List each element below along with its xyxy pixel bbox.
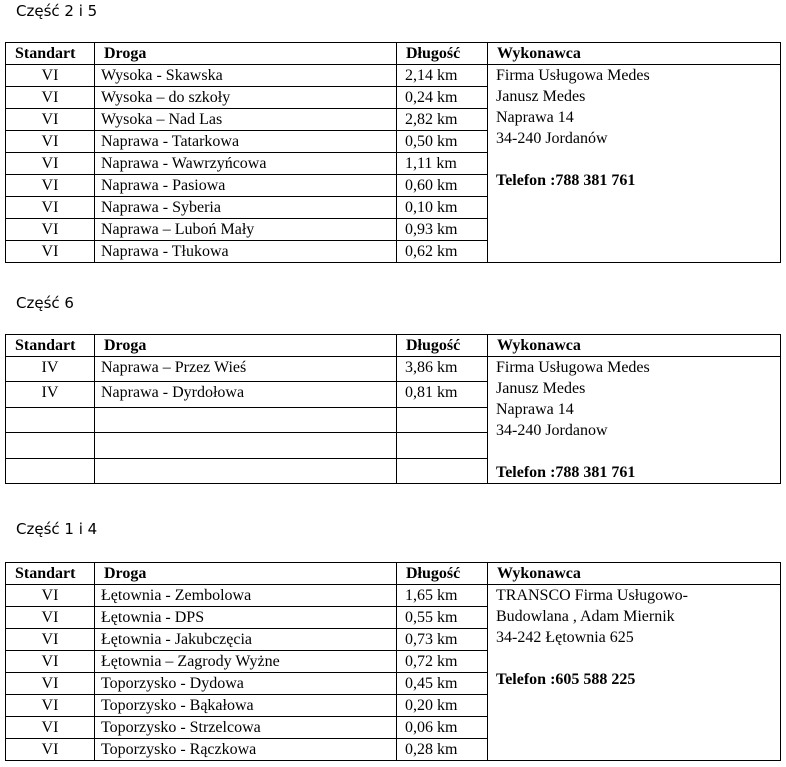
standard-cell: VI [6, 65, 95, 87]
header-standard: Standart [6, 43, 95, 65]
length-cell: 0,50 km [397, 131, 488, 153]
table-row [6, 585, 781, 607]
standard-cell: VI [6, 219, 95, 241]
length-cell: 0,55 km [397, 607, 488, 629]
header-length: Długość [397, 563, 488, 585]
road-cell: Toporzysko - Strzelcowa [95, 717, 397, 739]
contractor-phone: Telefon :788 381 761 [496, 464, 636, 481]
road-cell: Toporzysko - Bąkałowa [95, 695, 397, 717]
length-cell: 0,24 km [397, 87, 488, 109]
standard-cell: VI [6, 629, 95, 651]
contractor-line: Firma Usługowa Medes [496, 67, 650, 84]
road-cell: Łętownia - DPS [95, 607, 397, 629]
contractor-line: Naprawa 14 [496, 109, 574, 126]
road-cell: Łętownia - Jakubczęcia [95, 629, 397, 651]
road-cell: Wysoka – Nad Las [95, 109, 397, 131]
standard-cell: VI [6, 717, 95, 739]
road-cell: Łętownia – Zagrody Wyżne [95, 651, 397, 673]
standard-cell: IV [6, 382, 95, 407]
header-road: Droga [95, 563, 397, 585]
standard-cell: VI [6, 739, 95, 761]
standard-cell: VI [6, 131, 95, 153]
length-cell: 1,65 km [397, 585, 488, 607]
header-length: Długość [397, 335, 488, 357]
length-cell: 0,10 km [397, 197, 488, 219]
header-contractor: Wykonawca [488, 563, 781, 585]
length-cell: 0,60 km [397, 175, 488, 197]
length-cell: 1,11 km [397, 153, 488, 175]
table-row [6, 65, 781, 87]
road-cell: Wysoka - Skawska [95, 65, 397, 87]
road-cell: Naprawa - Pasiowa [95, 175, 397, 197]
roads-table [5, 334, 781, 484]
length-cell: 3,86 km [397, 357, 488, 382]
road-cell [95, 433, 397, 458]
contractor-line: TRANSCO Firma Usługowo- [496, 587, 689, 604]
header-road: Droga [95, 335, 397, 357]
length-cell: 0,28 km [397, 739, 488, 761]
length-cell: 0,73 km [397, 629, 488, 651]
contractor-line: Janusz Medes [496, 380, 586, 397]
road-cell: Naprawa - Dyrdołowa [95, 382, 397, 407]
length-cell: 2,82 km [397, 109, 488, 131]
length-cell: 0,20 km [397, 695, 488, 717]
contractor-phone: Telefon :788 381 761 [496, 172, 636, 189]
header-contractor: Wykonawca [488, 335, 781, 357]
standard-cell: IV [6, 357, 95, 382]
contractor-line: 34-240 Jordanów [496, 130, 608, 147]
section-title: Część 6 [16, 294, 74, 312]
standard-cell: VI [6, 109, 95, 131]
standard-cell: VI [6, 585, 95, 607]
section-title: Część 2 i 5 [16, 2, 98, 20]
road-cell: Naprawa – Przez Wieś [95, 357, 397, 382]
road-cell: Toporzysko - Rączkowa [95, 739, 397, 761]
length-cell: 0,06 km [397, 717, 488, 739]
length-cell [397, 458, 488, 483]
header-length: Długość [397, 43, 488, 65]
header-standard: Standart [6, 335, 95, 357]
road-cell: Naprawa - Wawrzyńcowa [95, 153, 397, 175]
road-cell: Naprawa - Tatarkowa [95, 131, 397, 153]
standard-cell: VI [6, 87, 95, 109]
section-title: Część 1 i 4 [16, 520, 98, 538]
road-cell: Toporzysko - Dydowa [95, 673, 397, 695]
length-cell: 2,14 km [397, 65, 488, 87]
road-cell [95, 407, 397, 432]
standard-cell [6, 458, 95, 483]
standard-cell [6, 407, 95, 432]
contractor-cell [488, 357, 781, 484]
contractor-line: 34-242 Łętownia 625 [496, 629, 634, 646]
length-cell: 0,72 km [397, 651, 488, 673]
road-cell: Naprawa - Tłukowa [95, 241, 397, 263]
standard-cell: VI [6, 175, 95, 197]
road-cell: Wysoka – do szkoły [95, 87, 397, 109]
road-cell: Naprawa - Syberia [95, 197, 397, 219]
standard-cell: VI [6, 153, 95, 175]
table-header-row [6, 43, 781, 65]
contractor-line: Budowlana , Adam Miernik [496, 608, 675, 625]
length-cell: 0,93 km [397, 219, 488, 241]
header-contractor: Wykonawca [488, 43, 781, 65]
standard-cell: VI [6, 651, 95, 673]
road-cell [95, 458, 397, 483]
length-cell [397, 433, 488, 458]
length-cell [397, 407, 488, 432]
table-header-row [6, 563, 781, 585]
table-header-row [6, 335, 781, 357]
standard-cell: VI [6, 695, 95, 717]
standard-cell [6, 433, 95, 458]
road-cell: Naprawa – Luboń Mały [95, 219, 397, 241]
header-standard: Standart [6, 563, 95, 585]
contractor-line: Janusz Medes [496, 88, 586, 105]
standard-cell: VI [6, 607, 95, 629]
roads-table [5, 562, 781, 761]
contractor-cell [488, 585, 781, 761]
header-road: Droga [95, 43, 397, 65]
contractor-phone: Telefon :605 588 225 [496, 671, 636, 688]
contractor-line: Firma Usługowa Medes [496, 359, 650, 376]
roads-table [5, 42, 781, 263]
standard-cell: VI [6, 197, 95, 219]
standard-cell: VI [6, 673, 95, 695]
contractor-line: 34-240 Jordanow [496, 422, 608, 439]
table-row [6, 357, 781, 382]
length-cell: 0,45 km [397, 673, 488, 695]
length-cell: 0,62 km [397, 241, 488, 263]
contractor-line: Naprawa 14 [496, 401, 574, 418]
length-cell: 0,81 km [397, 382, 488, 407]
contractor-cell [488, 65, 781, 263]
road-cell: Łętownia - Zembolowa [95, 585, 397, 607]
standard-cell: VI [6, 241, 95, 263]
